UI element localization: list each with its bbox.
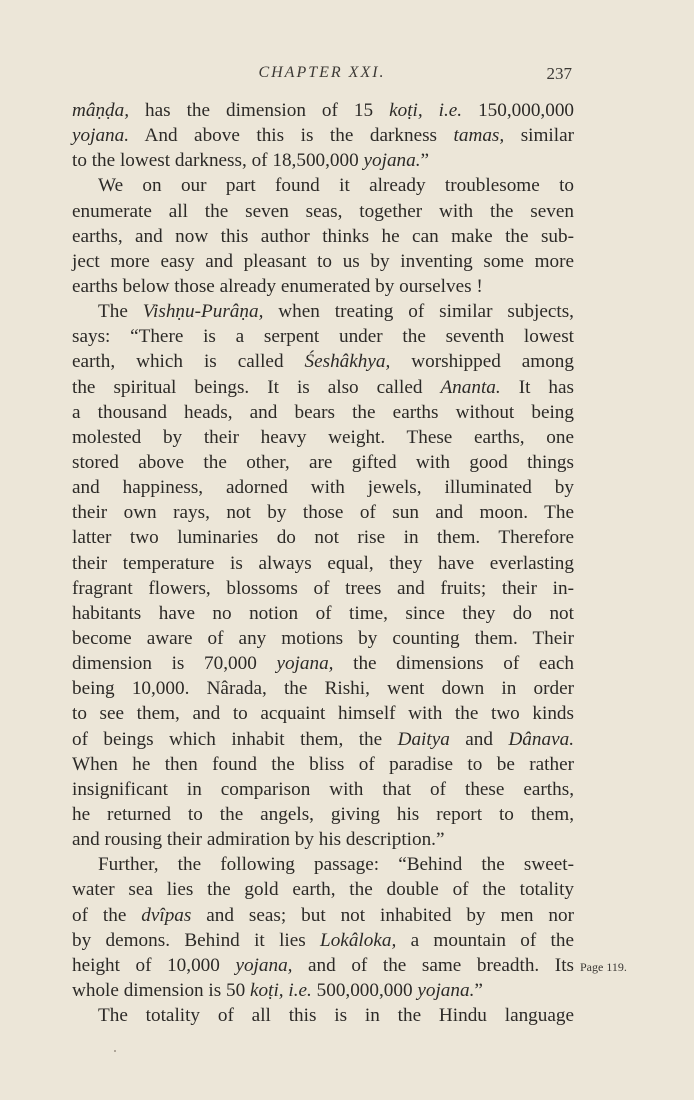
italic-term: yojana. — [72, 125, 130, 147]
text-run: It has — [500, 376, 574, 398]
text-run: height of 10,000 — [72, 954, 236, 976]
text-run: And above this is the darkness — [129, 125, 454, 147]
italic-term: Daitya — [397, 728, 450, 750]
text-run: the dimensions of each — [333, 653, 575, 675]
body-text — [72, 98, 574, 1028]
text-run: and rousing their admiration by his description.” — [72, 829, 445, 851]
text-run: when treating of similar subjects, — [263, 301, 574, 323]
text-line — [72, 651, 574, 676]
text-line — [72, 1003, 574, 1028]
italic-term: yojana, — [276, 653, 334, 675]
text-line — [72, 525, 574, 550]
italic-term: mâṇḍa, — [72, 100, 130, 121]
text-run: earths, and now this author thinks he can make the sub- — [72, 225, 574, 247]
text-line — [72, 752, 574, 777]
text-run: 150,000,000 — [462, 100, 574, 121]
text-run: latter two luminaries do not rise in them. Therefore — [72, 527, 574, 549]
text-run: a mountain of the — [396, 929, 574, 951]
text-run: ject more easy and pleasant to us by inventing some more — [72, 250, 574, 272]
text-line — [72, 173, 574, 198]
text-run: water sea lies the gold earth, the double of the totality — [72, 879, 574, 901]
text-line — [72, 148, 574, 173]
text-line — [72, 274, 574, 299]
text-run: When he then found the bliss of paradise to be rather — [72, 753, 574, 775]
text-run: the spiritual beings. It is also called — [72, 376, 441, 398]
text-run: their own rays, not by those of sun and moon. The — [72, 502, 574, 524]
text-run: being 10,000. Nârada, the Rishi, went down in order — [72, 678, 574, 700]
text-run: 500,000,000 — [311, 979, 418, 1001]
text-line — [72, 852, 574, 877]
text-line — [72, 928, 574, 953]
text-run: and seas; but not inhabited by men nor — [191, 904, 574, 926]
text-run: earth, which is called — [72, 351, 305, 373]
text-run: whole dimension is 50 — [72, 979, 251, 1001]
text-run: and of the same breadth. Its — [292, 954, 574, 976]
chapter-title: CHAPTER XXI. — [258, 64, 386, 81]
text-run: worshipped among — [390, 351, 574, 373]
text-line — [72, 475, 574, 500]
text-line — [72, 877, 574, 902]
margin-note: Page 119. — [580, 960, 627, 974]
italic-term: tamas, — [453, 125, 505, 147]
text-run: says: “There is a serpent under the seventh lowest — [72, 326, 574, 348]
italic-term: koṭi, i.e. — [389, 100, 463, 121]
text-run: habitants have no notion of time, since they do not — [72, 602, 574, 624]
text-run: become aware of any motions by counting them. Their — [72, 627, 574, 649]
text-line — [72, 400, 574, 425]
text-run: has the dimension of 15 — [129, 100, 390, 121]
text-run: earths below those already enumerated by ourselves ! — [72, 275, 483, 297]
text-line — [72, 701, 574, 726]
text-run: of beings which inhabit them, the — [72, 728, 398, 750]
text-run: and — [449, 728, 509, 750]
text-run: molested by their heavy weight. These earths, one — [72, 426, 574, 448]
text-line — [72, 676, 574, 701]
text-run: ” — [420, 150, 430, 172]
italic-term: koṭi, i.e. — [250, 979, 312, 1001]
text-run: by demons. Behind it lies — [72, 929, 321, 951]
text-line — [72, 249, 574, 274]
text-line — [72, 551, 574, 576]
page-number: 237 — [546, 64, 572, 83]
text-run: We on our part found it already troublesome to — [98, 175, 574, 197]
text-line — [72, 123, 574, 148]
italic-term: yojana. — [417, 979, 475, 1001]
running-header — [72, 64, 572, 90]
text-line — [72, 601, 574, 626]
text-line — [72, 199, 574, 224]
text-run: of the — [72, 904, 142, 926]
text-line — [72, 576, 574, 601]
italic-term: Śeshâkhya, — [304, 351, 391, 373]
italic-term: yojana. — [363, 150, 421, 172]
text-line — [72, 299, 574, 324]
text-line — [72, 978, 574, 1003]
text-line — [72, 224, 574, 249]
text-run: stored above the other, are gifted with good things — [72, 451, 574, 473]
text-line — [72, 324, 574, 349]
text-run: enumerate all the seven seas, together with the seven — [72, 200, 574, 222]
italic-term: yojana, — [235, 954, 293, 976]
text-run: a thousand heads, and bears the earths without being — [72, 401, 574, 423]
text-line — [72, 777, 574, 802]
italic-term: Vishṇu-Purâṇa, — [142, 301, 264, 323]
text-line — [72, 349, 574, 374]
text-line — [72, 450, 574, 475]
text-run: fragrant flowers, blossoms of trees and fruits; their in- — [72, 577, 574, 599]
text-run: insignificant in comparison with that of these earths, — [72, 778, 574, 800]
text-run: The totality of all this is in the Hindu language — [98, 1005, 574, 1027]
text-run: to see them, and to acquaint himself with the two kinds — [72, 703, 574, 725]
text-line — [72, 827, 574, 852]
text-line — [72, 802, 574, 827]
italic-term: Lokâloka, — [320, 929, 397, 951]
text-line — [72, 727, 574, 752]
text-line — [72, 375, 574, 400]
text-line — [72, 500, 574, 525]
text-line — [72, 98, 574, 123]
text-run: their temperature is always equal, they have everlasting — [72, 552, 574, 574]
text-line — [72, 425, 574, 450]
text-line — [72, 953, 574, 978]
text-line — [72, 626, 574, 651]
text-run: dimension is 70,000 — [72, 653, 277, 675]
text-run: and happiness, adorned with jewels, illuminated by — [72, 477, 574, 499]
italic-term: dvîpas — [141, 904, 192, 926]
text-line — [72, 903, 574, 928]
text-run: Further, the following passage: “Behind the sweet- — [98, 854, 574, 876]
text-run: ” — [474, 979, 483, 1001]
speck-mark — [114, 1050, 116, 1052]
text-run: similar — [504, 125, 574, 147]
text-run: The — [98, 301, 143, 323]
text-run: to the lowest darkness, of 18,500,000 — [72, 150, 364, 172]
italic-term: Ananta. — [440, 376, 501, 398]
italic-term: Dânava. — [508, 728, 574, 750]
text-run: he returned to the angels, giving his report to them, — [72, 803, 574, 825]
